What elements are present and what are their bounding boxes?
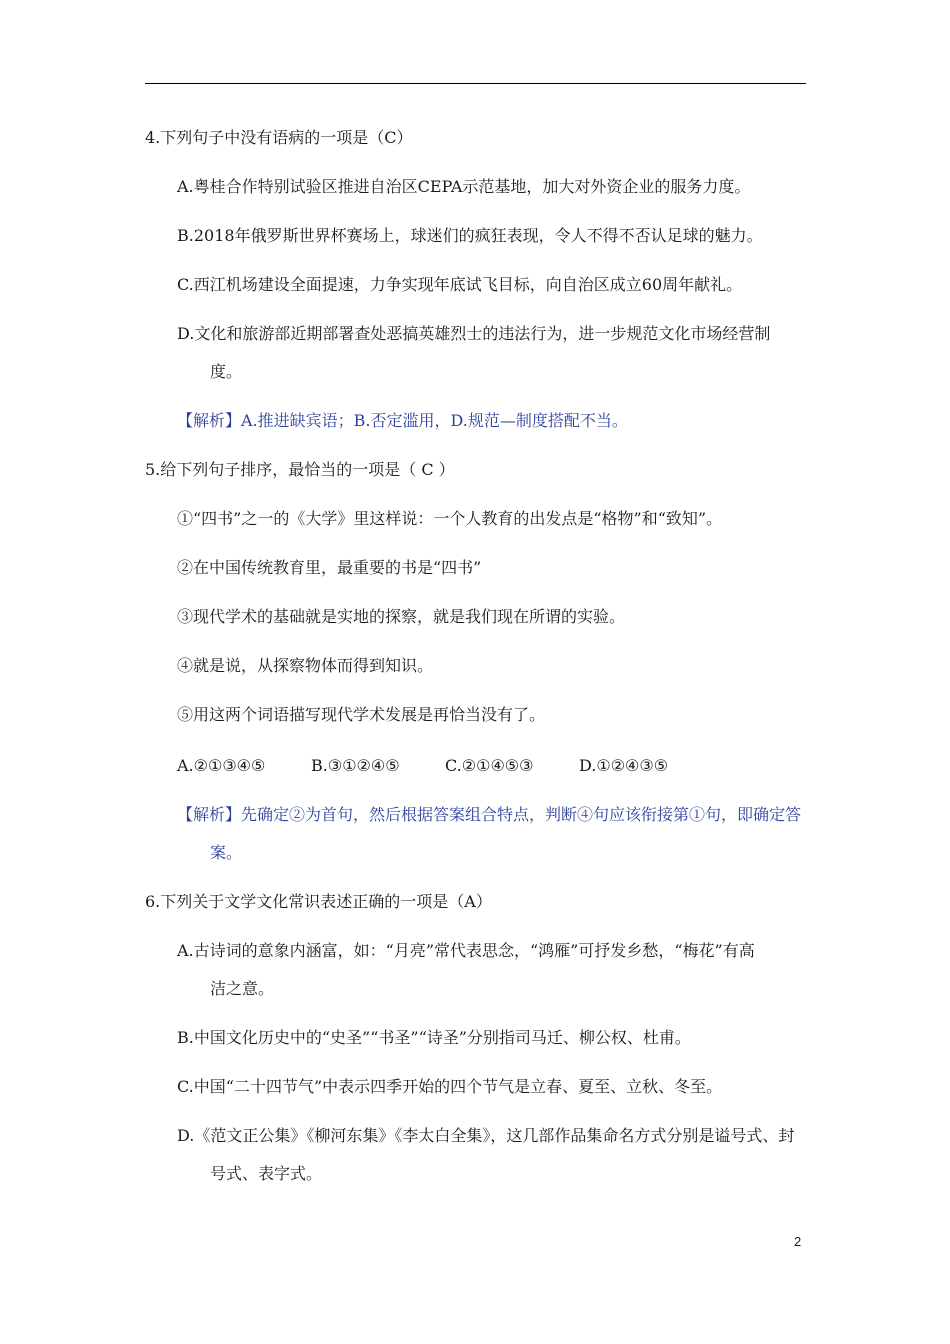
q4-option-a: A.粤桂合作特别试验区推进自治区CEPA示范基地，加大对外资企业的服务力度。 [177,177,751,196]
q5-option-b: B.③①②④⑤ [311,756,400,775]
q5-analysis-continued: 案。 [210,843,243,862]
page-number: 2 [794,1234,802,1249]
q4-analysis: 【解析】A.推进缺宾语；B.否定滥用，D.规范—制度搭配不当。 [177,411,628,430]
q5-option-a: A.②①③④⑤ [177,756,266,775]
q5-option-c: C.②①④⑤③ [445,756,534,775]
q5-analysis: 【解析】先确定②为首句，然后根据答案组合特点，判断④句应该衔接第①句，即确定答 [177,805,802,824]
header-rule [145,83,806,84]
q4-option-d-continued: 度。 [210,362,243,381]
q6-option-d: D.《范文正公集》《柳河东集》《李太白全集》，这几部作品集命名方式分别是谥号式、封 [177,1126,795,1145]
q5-option-d: D.①②④③⑤ [579,756,669,775]
q6-stem: 6.下列关于文学文化常识表述正确的一项是（A） [145,892,492,911]
q6-option-c: C.中国“二十四节气”中表示四季开始的四个节气是立春、夏至、立秋、冬至。 [177,1077,723,1096]
q5-sentence-4: ④就是说，从探察物体而得到知识。 [177,656,434,675]
q4-option-c: C.西江机场建设全面提速，力争实现年底试飞目标，向自治区成立60周年献礼。 [177,275,743,294]
q6-option-a-continued: 洁之意。 [210,979,275,998]
q5-sentence-5: ⑤用这两个词语描写现代学术发展是再恰当没有了。 [177,705,546,724]
q5-sentence-2: ②在中国传统教育里，最重要的书是“四书” [177,558,482,577]
q4-option-d: D.文化和旅游部近期部署查处恶搞英雄烈士的违法行为，进一步规范文化市场经营制 [177,324,771,343]
q6-option-b: B.中国文化历史中的“史圣”“书圣”“诗圣”分别指司马迁、柳公权、杜甫。 [177,1028,691,1047]
q6-option-a: A.古诗词的意象内涵富，如：“月亮”常代表思念，“鸿雁”可抒发乡愁，“梅花”有高 [177,941,755,960]
q4-option-b: B.2018年俄罗斯世界杯赛场上，球迷们的疯狂表现，令人不得不否认足球的魅力。 [177,226,763,245]
q6-option-d-continued: 号式、表字式。 [210,1164,323,1183]
q4-stem: 4.下列句子中没有语病的一项是（C） [145,128,413,147]
q5-stem: 5.给下列句子排序，最恰当的一项是（ C ） [145,460,455,479]
q5-sentence-3: ③现代学术的基础就是实地的探察，就是我们现在所谓的实验。 [177,607,626,626]
q5-sentence-1: ①“四书”之一的《大学》里这样说：一个人教育的出发点是“格物”和“致知”。 [177,509,723,528]
